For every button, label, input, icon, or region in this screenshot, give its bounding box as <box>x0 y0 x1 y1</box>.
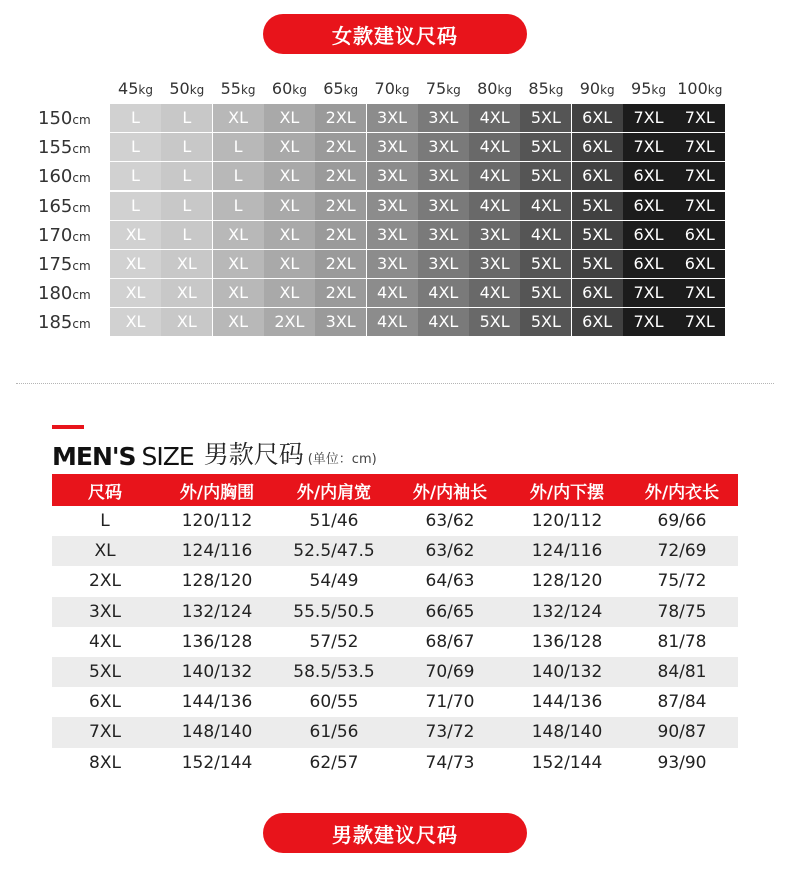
weight-header: 60kg <box>271 79 307 98</box>
size-cell: 6XL <box>572 133 623 161</box>
men-title-bold: MEN'S <box>52 442 136 471</box>
table-cell: 132/124 <box>531 601 603 622</box>
size-cell: 7XL <box>623 104 674 132</box>
size-cell: 2XL <box>315 221 366 249</box>
size-cell: XL <box>264 192 315 220</box>
size-cell: L <box>161 162 212 190</box>
size-cell: 5XL <box>520 133 571 161</box>
size-cell: 7XL <box>623 279 674 307</box>
size-cell: 3XL <box>315 308 366 336</box>
size-cell: 2XL <box>315 250 366 278</box>
size-cell: 4XL <box>418 308 469 336</box>
size-cell: 4XL <box>418 279 469 307</box>
men-size-table <box>52 474 738 778</box>
size-cell: XL <box>213 308 264 336</box>
table-cell: 144/136 <box>181 692 253 713</box>
men-size-heading <box>52 437 377 471</box>
size-cell: XL <box>213 250 264 278</box>
size-cell: 7XL <box>674 104 725 132</box>
size-cell: XL <box>264 104 315 132</box>
size-cell: 3XL <box>367 133 418 161</box>
size-cell: 7XL <box>674 308 725 336</box>
size-cell: XL <box>264 279 315 307</box>
header-length: 外/内衣长 <box>644 482 720 503</box>
size-cell: XL <box>264 133 315 161</box>
table-cell: 136/128 <box>531 631 603 652</box>
table-cell: 8XL <box>89 752 121 773</box>
table-cell: 90/87 <box>657 722 707 743</box>
size-cell: 2XL <box>315 162 366 190</box>
table-cell: XL <box>94 541 116 562</box>
height-header: 185cm <box>38 312 91 334</box>
size-cell: 6XL <box>623 192 674 220</box>
header-sleeve: 外/内袖长 <box>412 482 488 503</box>
size-cell: XL <box>264 250 315 278</box>
size-cell: 7XL <box>674 133 725 161</box>
size-cell: 5XL <box>572 250 623 278</box>
table-cell: 140/132 <box>181 662 253 683</box>
table-cell: 64/63 <box>425 571 475 592</box>
size-cell: 3XL <box>367 104 418 132</box>
weight-header: 75kg <box>425 79 461 98</box>
weight-header: 90kg <box>579 79 615 98</box>
size-cell: XL <box>213 104 264 132</box>
size-cell: 4XL <box>469 279 520 307</box>
table-row <box>52 657 738 687</box>
men-table-body <box>52 506 738 778</box>
table-cell: 120/112 <box>181 511 253 532</box>
men-title-zh: 男款尺码 <box>203 440 304 469</box>
size-cell: 2XL <box>315 192 366 220</box>
size-cell: L <box>161 221 212 249</box>
size-cell: L <box>213 192 264 220</box>
table-cell: 136/128 <box>181 631 253 652</box>
weight-header: 85kg <box>528 79 564 98</box>
size-cell: 4XL <box>469 192 520 220</box>
size-cell: XL <box>213 221 264 249</box>
weight-header: 45kg <box>118 79 153 98</box>
table-cell: 75/72 <box>657 571 707 592</box>
size-cell: 6XL <box>572 308 623 336</box>
table-cell: 7XL <box>89 722 121 743</box>
size-cell: 6XL <box>623 162 674 190</box>
size-cell: 6XL <box>623 250 674 278</box>
table-cell: 93/90 <box>657 752 707 773</box>
size-cell: 4XL <box>520 192 571 220</box>
size-cell: 2XL <box>264 308 315 336</box>
height-header: 170cm <box>38 224 91 246</box>
table-cell: 128/120 <box>531 571 603 592</box>
size-cell: 6XL <box>572 162 623 190</box>
size-cell: 6XL <box>572 279 623 307</box>
table-row <box>52 748 738 778</box>
size-cell: 5XL <box>520 250 571 278</box>
size-cell: 4XL <box>469 104 520 132</box>
size-cell: 6XL <box>572 104 623 132</box>
table-cell: 87/84 <box>657 692 707 713</box>
table-cell: 71/70 <box>425 692 475 713</box>
women-size-title-banner <box>263 14 527 54</box>
size-cell: 3XL <box>367 162 418 190</box>
size-cell: 4XL <box>520 221 571 249</box>
men-unit-note: (单位：cm) <box>307 452 377 467</box>
size-cell: 5XL <box>520 308 571 336</box>
table-cell: 74/73 <box>425 752 475 773</box>
table-cell: 140/132 <box>531 662 603 683</box>
men-title-light: SIZE <box>141 442 194 471</box>
size-cell: 3XL <box>418 104 469 132</box>
size-cell: L <box>161 192 212 220</box>
table-cell: 120/112 <box>531 511 603 532</box>
size-cell: 7XL <box>623 133 674 161</box>
header-hem: 外/内下摆 <box>529 482 605 503</box>
header-size: 尺码 <box>88 482 122 503</box>
table-cell: 84/81 <box>657 662 707 683</box>
size-cell: 3XL <box>418 133 469 161</box>
size-cell: XL <box>110 279 161 307</box>
size-cell: XL <box>161 250 212 278</box>
table-cell: L <box>100 511 110 532</box>
table-cell: 58.5/53.5 <box>293 662 375 683</box>
size-cell: L <box>110 162 161 190</box>
size-cell: 2XL <box>315 279 366 307</box>
weight-header: 95kg <box>631 79 666 98</box>
size-cell: L <box>110 192 161 220</box>
height-header: 155cm <box>38 137 91 159</box>
table-cell: 6XL <box>89 692 121 713</box>
men-size-button-label: 男款建议尺码 <box>332 822 458 847</box>
table-row <box>52 506 738 536</box>
weight-header: 100kg <box>677 79 723 98</box>
size-cell: XL <box>110 308 161 336</box>
size-cell: 4XL <box>367 279 418 307</box>
weight-header: 65kg <box>323 79 359 98</box>
table-cell: 62/57 <box>309 752 359 773</box>
men-table-header <box>52 474 738 506</box>
table-cell: 63/62 <box>425 511 475 532</box>
size-cell: XL <box>110 221 161 249</box>
table-cell: 152/144 <box>181 752 253 773</box>
table-cell: 57/52 <box>309 631 359 652</box>
size-cell: 4XL <box>469 133 520 161</box>
size-cell: 2XL <box>315 133 366 161</box>
table-cell: 152/144 <box>531 752 603 773</box>
header-chest: 外/内胸围 <box>179 482 255 503</box>
height-header: 180cm <box>38 283 91 305</box>
size-cell: XL <box>161 308 212 336</box>
height-header: 175cm <box>38 254 91 275</box>
table-cell: 148/140 <box>181 722 253 743</box>
table-cell: 2XL <box>89 571 121 592</box>
size-cell: L <box>161 104 212 132</box>
size-cell: 3XL <box>418 221 469 249</box>
men-size-button[interactable] <box>263 813 527 853</box>
size-cell: 6XL <box>674 221 725 249</box>
table-cell: 78/75 <box>657 601 707 622</box>
weight-header: 80kg <box>477 79 513 98</box>
size-cell: 5XL <box>572 221 623 249</box>
size-cell: L <box>110 104 161 132</box>
size-cell: XL <box>264 221 315 249</box>
size-cell: 7XL <box>674 192 725 220</box>
size-cell: 5XL <box>520 279 571 307</box>
weight-header: 70kg <box>374 79 410 98</box>
table-cell: 124/116 <box>181 541 253 562</box>
size-cell: 4XL <box>469 162 520 190</box>
size-cell: 7XL <box>674 279 725 307</box>
size-cell: L <box>110 133 161 161</box>
size-cell: 3XL <box>418 162 469 190</box>
table-cell: 128/120 <box>181 571 253 592</box>
size-cell: 3XL <box>418 250 469 278</box>
size-cell: XL <box>213 279 264 307</box>
size-cell: 3XL <box>367 192 418 220</box>
section-divider <box>16 383 774 384</box>
table-cell: 5XL <box>89 662 121 683</box>
table-row <box>52 627 738 657</box>
size-cell: 5XL <box>520 104 571 132</box>
size-cell: L <box>213 162 264 190</box>
weight-header: 55kg <box>220 79 256 98</box>
size-cell: 5XL <box>520 162 571 190</box>
table-cell: 124/116 <box>531 541 603 562</box>
table-cell: 69/66 <box>657 511 707 532</box>
table-cell: 148/140 <box>531 722 603 743</box>
size-cell: L <box>161 133 212 161</box>
table-cell: 51/46 <box>309 511 359 532</box>
size-cell: 2XL <box>315 104 366 132</box>
table-cell: 52.5/47.5 <box>293 541 375 562</box>
size-cell: 3XL <box>469 250 520 278</box>
height-header: 160cm <box>38 166 91 188</box>
size-cell: 5XL <box>572 192 623 220</box>
table-cell: 4XL <box>89 631 121 652</box>
size-cell: 6XL <box>674 250 725 278</box>
table-cell: 54/49 <box>309 571 359 592</box>
height-header: 165cm <box>38 195 91 217</box>
size-cell: XL <box>110 250 161 278</box>
table-row <box>52 597 738 627</box>
table-cell: 132/124 <box>181 601 253 622</box>
header-shoulder: 外/内肩宽 <box>296 482 372 503</box>
women-size-title: 女款建议尺码 <box>332 23 458 48</box>
size-cell: 3XL <box>418 192 469 220</box>
height-header: 150cm <box>38 108 91 129</box>
size-cell: 7XL <box>674 162 725 190</box>
table-row <box>52 566 738 596</box>
size-cell: 3XL <box>469 221 520 249</box>
table-row <box>52 536 738 566</box>
size-cell: 5XL <box>469 308 520 336</box>
men-title-accent <box>52 425 84 429</box>
size-cell: XL <box>161 279 212 307</box>
table-row <box>52 717 738 747</box>
table-cell: 66/65 <box>425 601 475 622</box>
table-cell: 73/72 <box>425 722 475 743</box>
size-cell: 4XL <box>367 308 418 336</box>
table-cell: 61/56 <box>309 722 359 743</box>
size-cell: XL <box>264 162 315 190</box>
table-cell: 70/69 <box>425 662 475 683</box>
table-cell: 3XL <box>89 601 121 622</box>
size-cell: 3XL <box>367 250 418 278</box>
table-cell: 72/69 <box>657 541 707 562</box>
weight-header: 50kg <box>169 79 205 98</box>
table-cell: 81/78 <box>657 631 707 652</box>
size-cell: 7XL <box>623 308 674 336</box>
table-row <box>52 687 738 717</box>
size-cell: 3XL <box>367 221 418 249</box>
size-cell: L <box>213 133 264 161</box>
table-cell: 63/62 <box>425 541 475 562</box>
table-cell: 60/55 <box>309 692 359 713</box>
table-cell: 144/136 <box>531 692 603 713</box>
table-cell: 55.5/50.5 <box>293 601 375 622</box>
size-cell: 6XL <box>623 221 674 249</box>
table-cell: 68/67 <box>425 631 475 652</box>
